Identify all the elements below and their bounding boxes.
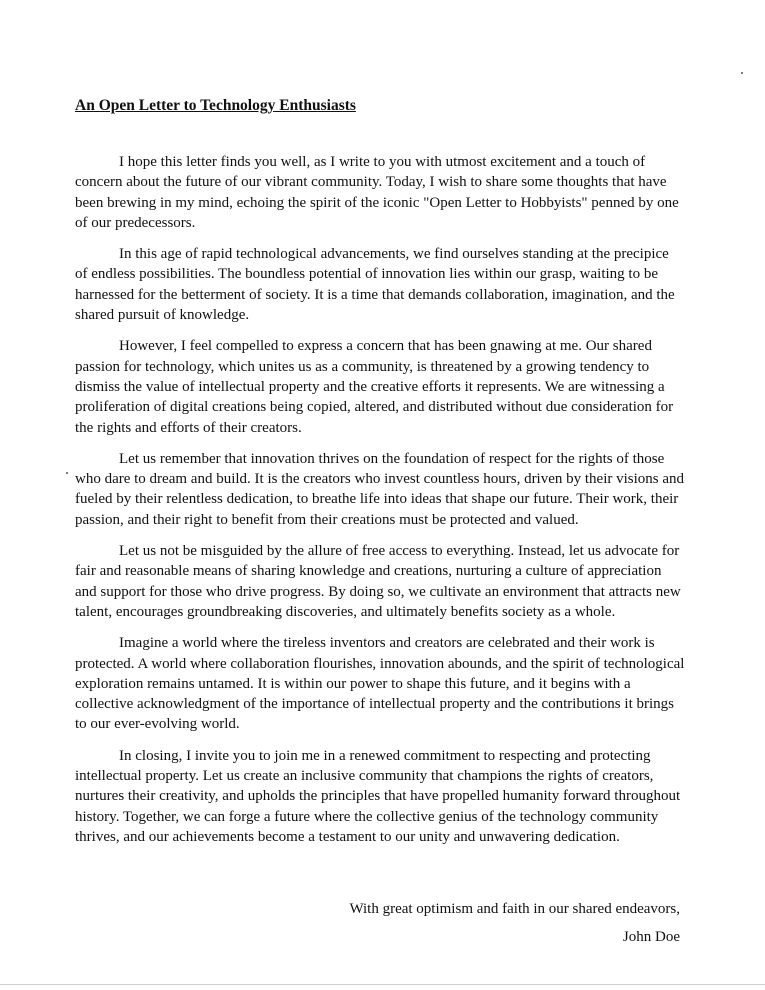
paragraph-2: In this age of rapid technological advancements, we find ourselves standing at the precipice of endless possibilities. The boundless potential of innovation lies within our grasp, waiting to be harnessed for the betterment of society. It is a time that demands collaboration, imagination, and the shared pursuit of knowledge. bbox=[75, 246, 675, 324]
scan-speck bbox=[66, 472, 68, 474]
paragraph-4: Let us remember that innovation thrives on the foundation of respect for the rights of those who dare to dream and build. It is the creators who invest countless hours, driven by their visions and fueled by their relentless dedication, to breathe life into ideas that shape our future. Their work, their passion, and their right to benefit from their creations must be protected and valued. bbox=[75, 450, 685, 528]
scan-edge-line bbox=[0, 984, 765, 985]
letter-body bbox=[75, 152, 685, 858]
paragraph-6: Imagine a world where the tireless inventors and creators are celebrated and their work is protected. A world where collaboration flourishes, innovation abounds, and the spirit of technological exploration remains untamed. It is within our power to shape this future, and it begins with a collective acknowledgment of the importance of intellectual property and the contributions it brings to our ever-evolving world. bbox=[75, 635, 685, 733]
paragraph-7: In closing, I invite you to join me in a renewed commitment to respecting and protecting intellectual property. Let us create an inclusive community that champions the rights of creators, nurtures their creativity, and upholds the principles that have propelled humanity forward throughout history. Together, we can forge a future where the collective genius of the technology community thrives, and our achievements become a testament to our unity and unwavering dedication. bbox=[75, 747, 681, 845]
scan-speck bbox=[741, 72, 743, 74]
paragraph-3: However, I feel compelled to express a concern that has been gnawing at me. Our shared passion for technology, which unites us as a community, is threatened by a growing tendency to dismiss the value of intellectual property and the creative efforts it represents. We are witnessing a proliferation of digital creations being copied, altered, and distributed without due consideration for the rights and efforts of their creators. bbox=[75, 338, 674, 436]
paragraph-5: Let us not be misguided by the allure of free access to everything. Instead, let us advocate for fair and reasonable means of sharing knowledge and creations, nurturing a culture of appreciation and support for those who drive progress. By doing so, we cultivate an environment that attracts new talent, encourages groundbreaking discoveries, and ultimately benefits society as a whole. bbox=[75, 543, 681, 620]
closing-line: With great optimism and faith in our shared endeavors, bbox=[349, 901, 680, 917]
paragraph-1: I hope this letter finds you well, as I write to you with utmost excitement and a touch of concern about the future of our vibrant community. Today, I wish to share some thoughts that have been brewing in my mind, echoing the spirit of the iconic "Open Letter to Hobbyists" penned by one of our predecessors. bbox=[75, 154, 679, 231]
signature-name: John Doe bbox=[622, 929, 680, 945]
letter-title: An Open Letter to Technology Enthusiasts bbox=[75, 97, 356, 114]
